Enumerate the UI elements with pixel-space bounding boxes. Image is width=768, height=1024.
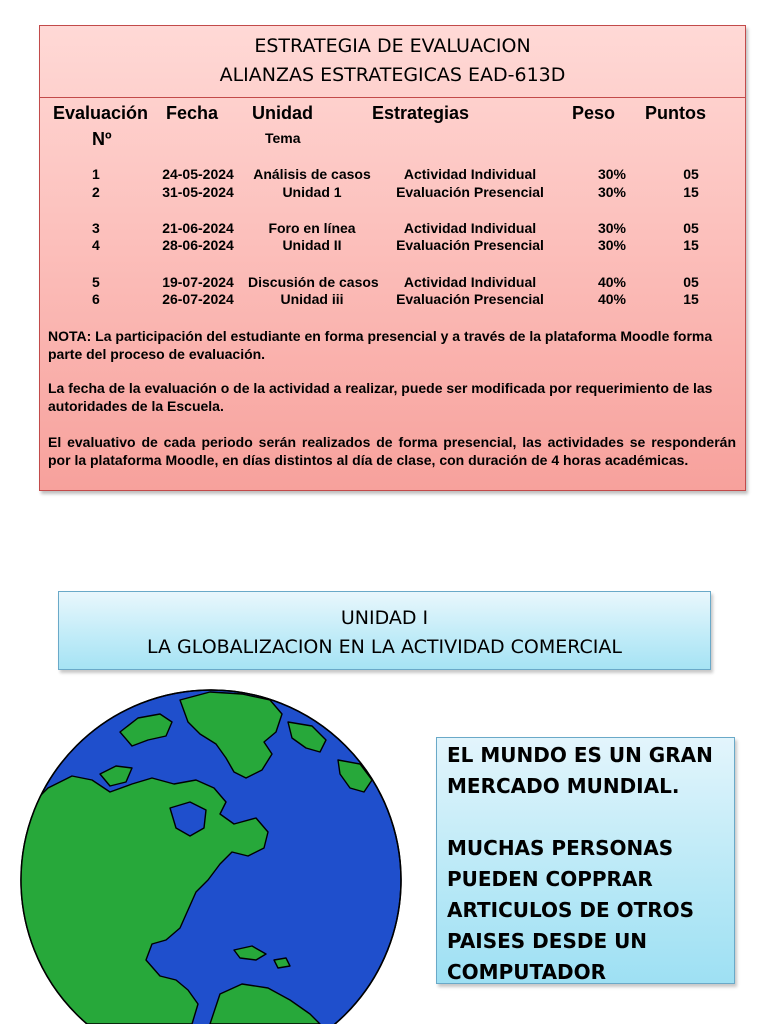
row-3-strategy: Actividad Individual — [403, 220, 537, 236]
row-5-strategy: Actividad Individual — [403, 274, 537, 290]
note-date-change: La fecha de la evaluación o de la actividad a realizar, puede ser modificada por requerimiento de las autoridades de la Escuela. — [48, 380, 713, 414]
row-3-number: 3 — [92, 220, 100, 236]
header-numero: Nº — [92, 129, 112, 149]
row-5-unit: Discusión de casos — [248, 274, 379, 290]
row-1-points: 05 — [683, 166, 699, 182]
row-6-weight: 40% — [597, 291, 627, 307]
evaluation-title: ESTRATEGIA DE EVALUACION — [254, 35, 531, 57]
info-box — [436, 737, 735, 984]
header-puntos: Puntos — [645, 103, 706, 123]
row-3-date: 21-06-2024 — [162, 220, 234, 236]
info-paragraph-market: EL MUNDO ES UN GRAN MERCADO MUNDIAL. — [447, 743, 713, 798]
row-4-date: 28-06-2024 — [162, 237, 234, 253]
note-evaluation-mode: El evaluativo de cada periodo serán realizados de forma presencial, las actividades se responderán por la plataforma Moodle, en días distintos al día de clase, con duración de 4 horas académicas. — [48, 434, 736, 468]
row-5-date: 19-07-2024 — [162, 274, 234, 290]
row-5-weight: 40% — [597, 274, 627, 290]
row-3-weight: 30% — [597, 220, 627, 236]
globe-illustration — [20, 688, 406, 1024]
header-fecha: Fecha — [166, 103, 219, 123]
row-3-unit: Foro en línea — [268, 220, 356, 236]
row-5-points: 05 — [683, 274, 699, 290]
info-paragraph-shopping: MUCHAS PERSONAS PUEDEN COPPRAR ARTICULOS DE OTROS PAISES DESDE UN COMPUTADOR — [447, 836, 695, 984]
evaluation-title-band — [40, 26, 745, 98]
row-2-date: 31-05-2024 — [162, 184, 234, 200]
row-4-weight: 30% — [597, 237, 627, 253]
row-4-points: 15 — [683, 237, 699, 253]
row-3-points: 05 — [683, 220, 699, 236]
evaluation-strategy-box — [39, 25, 746, 491]
row-6-strategy: Evaluación Presencial — [396, 291, 544, 307]
row-1-unit: Análisis de casos — [253, 166, 371, 182]
row-5-number: 5 — [92, 274, 100, 290]
row-4-unit: Unidad II — [282, 237, 342, 253]
row-2-unit: Unidad 1 — [282, 184, 342, 200]
row-4-number: 4 — [92, 237, 100, 253]
row-1-weight: 30% — [597, 166, 627, 182]
row-1-strategy: Actividad Individual — [403, 166, 537, 182]
row-4-strategy: Evaluación Presencial — [396, 237, 544, 253]
header-evaluacion: Evaluación — [53, 103, 149, 123]
header-estrategias: Estrategias — [372, 103, 470, 123]
row-2-weight: 30% — [597, 184, 627, 200]
course-title: ALIANZAS ESTRATEGICAS EAD-613D — [219, 64, 566, 86]
row-1-date: 24-05-2024 — [162, 166, 234, 182]
row-2-points: 15 — [683, 184, 699, 200]
header-tema: Tema — [265, 130, 301, 146]
unit-title: LA GLOBALIZACION EN LA ACTIVIDAD COMERCIAL — [147, 636, 622, 658]
row-6-points: 15 — [683, 291, 699, 307]
row-1-number: 1 — [92, 166, 100, 182]
row-2-strategy: Evaluación Presencial — [396, 184, 544, 200]
row-2-number: 2 — [92, 184, 100, 200]
header-peso: Peso — [572, 103, 616, 123]
row-6-date: 26-07-2024 — [162, 291, 234, 307]
unit-number: UNIDAD I — [340, 607, 429, 629]
unit-title-box — [58, 591, 711, 670]
header-unidad: Unidad — [252, 103, 313, 123]
note-participation: NOTA: La participación del estudiante en forma presencial y a través de la plataforma Moodle forma parte del proceso de evaluación. — [48, 328, 713, 362]
row-6-number: 6 — [92, 291, 100, 307]
row-6-unit: Unidad iii — [280, 291, 344, 307]
